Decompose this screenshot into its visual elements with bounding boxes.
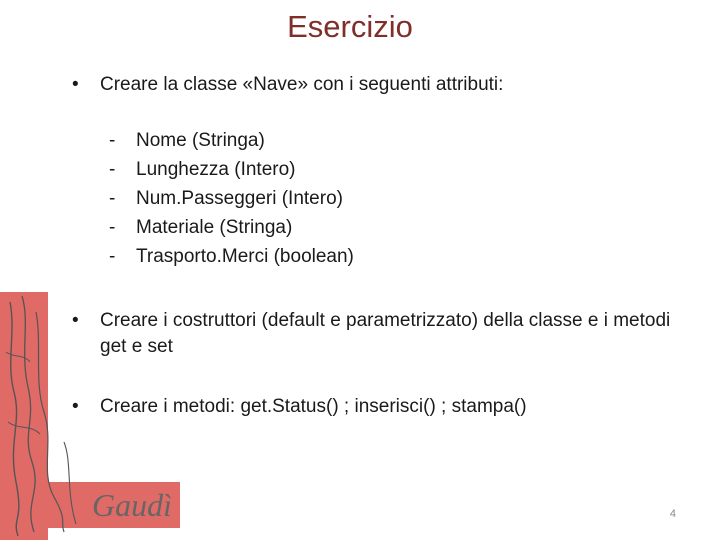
bullet-text: Creare la classe «Nave» con i seguenti attributi:: [100, 74, 504, 95]
attribute-text: Lunghezza (Intero): [136, 159, 296, 180]
attribute-item: [109, 155, 354, 184]
page-number: 4: [669, 508, 676, 520]
bullet-marker: •: [72, 396, 79, 417]
dash-marker: -: [109, 130, 116, 151]
dash-marker: -: [109, 246, 116, 267]
dash-marker: -: [109, 159, 116, 180]
attribute-item: [109, 242, 354, 271]
bullet-marker: •: [72, 310, 79, 331]
bullet-marker: •: [72, 74, 79, 95]
bullet-text: Creare i metodi: get.Status() ; inserisci() ; stampa(): [100, 396, 527, 417]
attribute-text: Materiale (Stringa): [136, 217, 293, 238]
dash-marker: -: [109, 188, 116, 209]
attribute-text: Trasporto.Merci (boolean): [136, 246, 354, 267]
attribute-text: Num.Passeggeri (Intero): [136, 188, 343, 209]
slide-title: Esercizio: [287, 9, 413, 44]
attribute-item: [109, 126, 354, 155]
dash-marker: -: [109, 217, 116, 238]
bullet-item: [72, 72, 682, 98]
logo-text: Gaudì: [92, 487, 172, 523]
logo-decoration: [0, 292, 180, 540]
attribute-list: [109, 126, 354, 271]
attribute-text: Nome (Stringa): [136, 130, 265, 151]
attribute-item: [109, 213, 354, 242]
attribute-item: [109, 184, 354, 213]
bullet-text: Creare i costruttori (default e parametrizzato) della classe e i metodi get e set: [100, 310, 671, 357]
